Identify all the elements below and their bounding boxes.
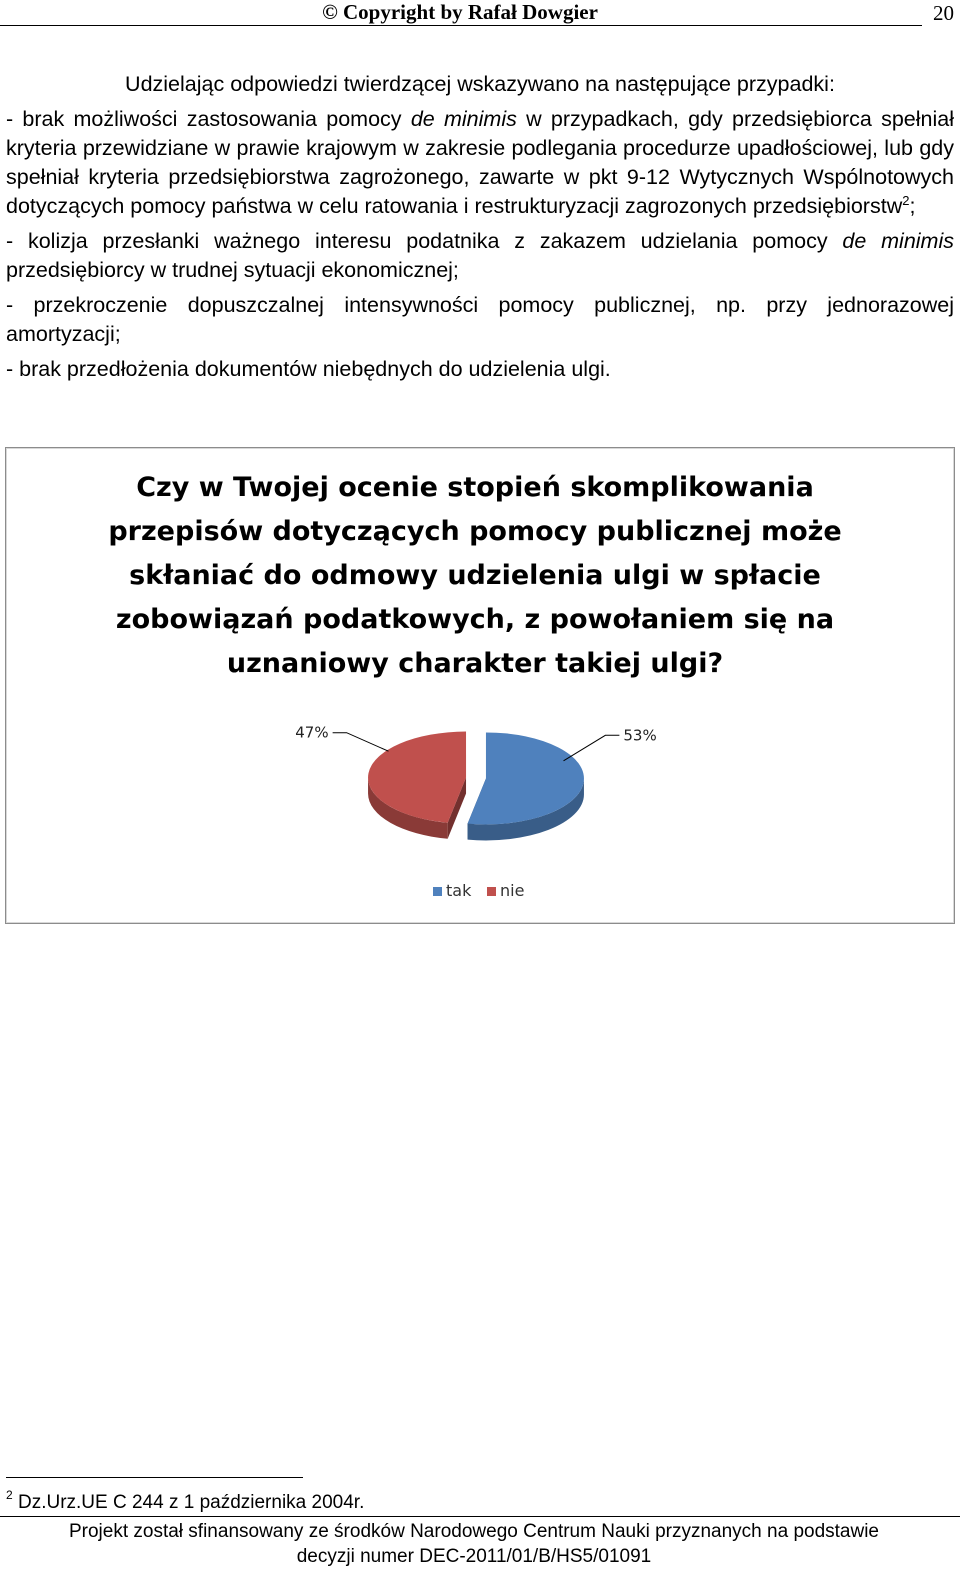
footnote-number: 2 [6, 1488, 13, 1502]
item1-text-a: - brak możliwości zastosowania pomocy [6, 107, 411, 131]
copyright-title: © Copyright by Rafał Dowgier [322, 0, 598, 24]
legend-swatch-tak [433, 887, 442, 896]
pie-slice-tak [468, 732, 584, 840]
header-rule [0, 25, 922, 26]
legend-swatch-nie [487, 887, 496, 896]
item2-italic-1: de [842, 229, 867, 253]
pie-slices [368, 732, 584, 841]
footnote-text: Dz.Urz.UE C 244 z 1 października 2004r. [12, 1492, 365, 1513]
funding-line-2: decyzji numer DEC-2011/01/B/HS5/01091 [296, 1546, 652, 1567]
pie-slice-nie [368, 732, 466, 839]
funding-note [0, 1519, 948, 1569]
data-label-nie: 47% [295, 723, 329, 742]
data-labels [295, 724, 656, 761]
intro-paragraph: Udzielając odpowiedzi twierdzącej wskazywano na następujące przypadki: [125, 72, 835, 96]
item2-text-a: - kolizja przesłanki ważnego interesu podatnika z zakazem udzielania pomocy [6, 229, 843, 253]
footnote-ref[interactable]: 2 [902, 193, 910, 208]
chart-title-line: uznaniowy charakter takiej ulgi? [226, 648, 724, 679]
chart-title-line: zobowiązań podatkowych, z powołaniem się na [115, 604, 835, 635]
funding-line-1: Projekt został sfinansowany ze środków Narodowego Centrum Nauki przyznanych na podstawie [68, 1521, 879, 1542]
page-header [0, 0, 960, 26]
list-item-1 [6, 105, 954, 221]
item1-end: ; [909, 194, 916, 218]
footnote [6, 1488, 365, 1515]
body-text [6, 70, 954, 390]
chart-title-line: skłaniać do odmowy udzielenia ulgi w spłacie [129, 560, 821, 591]
list-item-2 [6, 227, 954, 285]
item2-text-b: przedsiębiorcy w trudnej sytuacji ekonomicznej; [6, 258, 459, 282]
pie-chart-frame [5, 447, 955, 924]
item1-text-b: w przypadkach, gdy przedsiębiorca spełniał kryteria przewidziane w prawie krajowym w zakresie podlegania procedurze upadłościowej, lub gdy spełniał kryteria przedsiębiorstwa zagrożonego, zawarte w pkt 9-12 Wytycznych Wspólnotowych dotyczących pomocy państwa w celu ratowania i restrukturyzacji zagrozonych przedsiębiorstw [6, 107, 954, 218]
label-leader [333, 733, 389, 752]
footnote-rule [6, 1477, 303, 1478]
data-label-tak: 53% [623, 726, 657, 745]
chart-legend [433, 881, 524, 900]
footer-rule [0, 1516, 960, 1517]
page-number: 20 [933, 1, 954, 25]
legend-label-tak: tak [446, 881, 472, 900]
item2-italic-2: minimis [881, 229, 954, 253]
list-item-4: - brak przedłożenia dokumentów niebędnych do udzielenia ulgi. [6, 357, 611, 381]
list-item-3: - przekroczenie dopuszczalnej intensywności pomocy publicznej, np. przy jednorazowej amortyzacji; [6, 293, 954, 346]
chart-title-line: Czy w Twojej ocenie stopień skomplikowania [136, 472, 814, 503]
chart-title-line: przepisów dotyczących pomocy publicznej może [108, 516, 842, 547]
chart-title [108, 472, 841, 679]
pie-chart [6, 448, 954, 923]
legend-label-nie: nie [500, 881, 525, 900]
item1-italic: de minimis [410, 107, 517, 131]
